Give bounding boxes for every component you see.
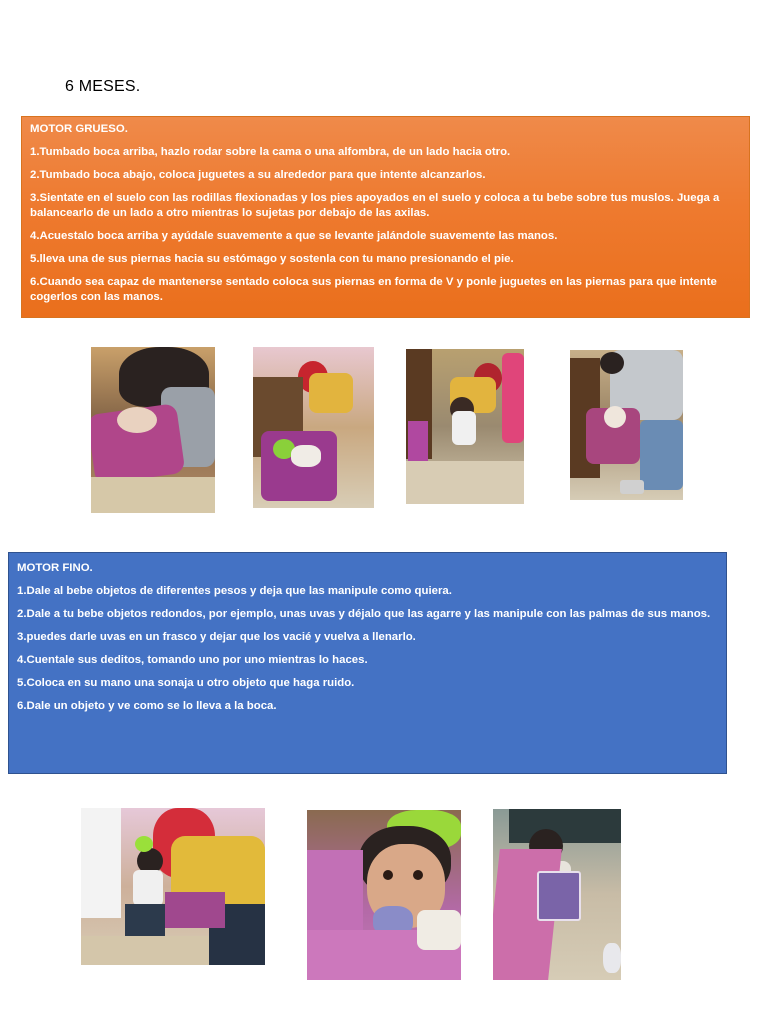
motor-grueso-heading: MOTOR GRUESO. [30, 123, 128, 135]
motor-fino-section [8, 552, 727, 774]
motor-grueso-item: 2.Tumbado boca abajo, coloca juguetes a su alrededor para que intente alcanzarlos. [30, 169, 486, 181]
motor-grueso-section [21, 116, 750, 318]
motor-fino-item: 3.puedes darle uvas en un frasco y dejar que los vacié y vuelva a llenarlo. [17, 631, 416, 643]
motor-fino-item: 4.Cuentale sus deditos, tomando uno por uno mientras lo haces. [17, 654, 368, 666]
page-title: 6 MESES. [65, 78, 141, 95]
motor-grueso-item: 5.lleva una de sus piernas hacia su estómago y sostenla con tu mano presionando el pie. [30, 253, 514, 265]
photo-motor-grueso-4 [570, 350, 683, 500]
motor-fino-heading: MOTOR FINO. [17, 562, 93, 574]
photo-motor-fino-1 [81, 808, 265, 965]
photo-motor-grueso-2 [253, 347, 374, 508]
motor-grueso-item: 3.Sientate en el suelo con las rodillas flexionadas y los pies apoyados en el suelo y coloca a tu bebe sobre tus muslos. Juega a balancearlo de un lado a otro mientras lo sujetas por debajo de las axilas. [30, 192, 720, 219]
photo-motor-fino-3 [493, 809, 621, 980]
motor-fino-item: 2.Dale a tu bebe objetos redondos, por ejemplo, unas uvas y déjalo que las agarre y las manipule con las palmas de sus manos. [17, 608, 711, 620]
motor-fino-item: 1.Dale al bebe objetos de diferentes pesos y deja que las manipule como quiera. [17, 585, 452, 597]
motor-grueso-item: 4.Acuestalo boca arriba y ayúdale suavemente a que se levante jalándole suavemente las manos. [30, 230, 558, 242]
photo-motor-fino-2 [307, 810, 461, 980]
motor-grueso-item: 1.Tumbado boca arriba, hazlo rodar sobre la cama o una alfombra, de un lado hacia otro. [30, 146, 511, 158]
motor-fino-item: 5.Coloca en su mano una sonaja u otro objeto que haga ruido. [17, 677, 355, 689]
photo-motor-grueso-1 [91, 347, 215, 513]
motor-grueso-item: 6.Cuando sea capaz de mantenerse sentado coloca sus piernas en forma de V y ponle juguetes en las piernas para que intente cogerlos con las manos. [30, 276, 717, 303]
photo-motor-grueso-3 [406, 349, 524, 504]
motor-fino-item: 6.Dale un objeto y ve como se lo lleva a la boca. [17, 700, 277, 712]
